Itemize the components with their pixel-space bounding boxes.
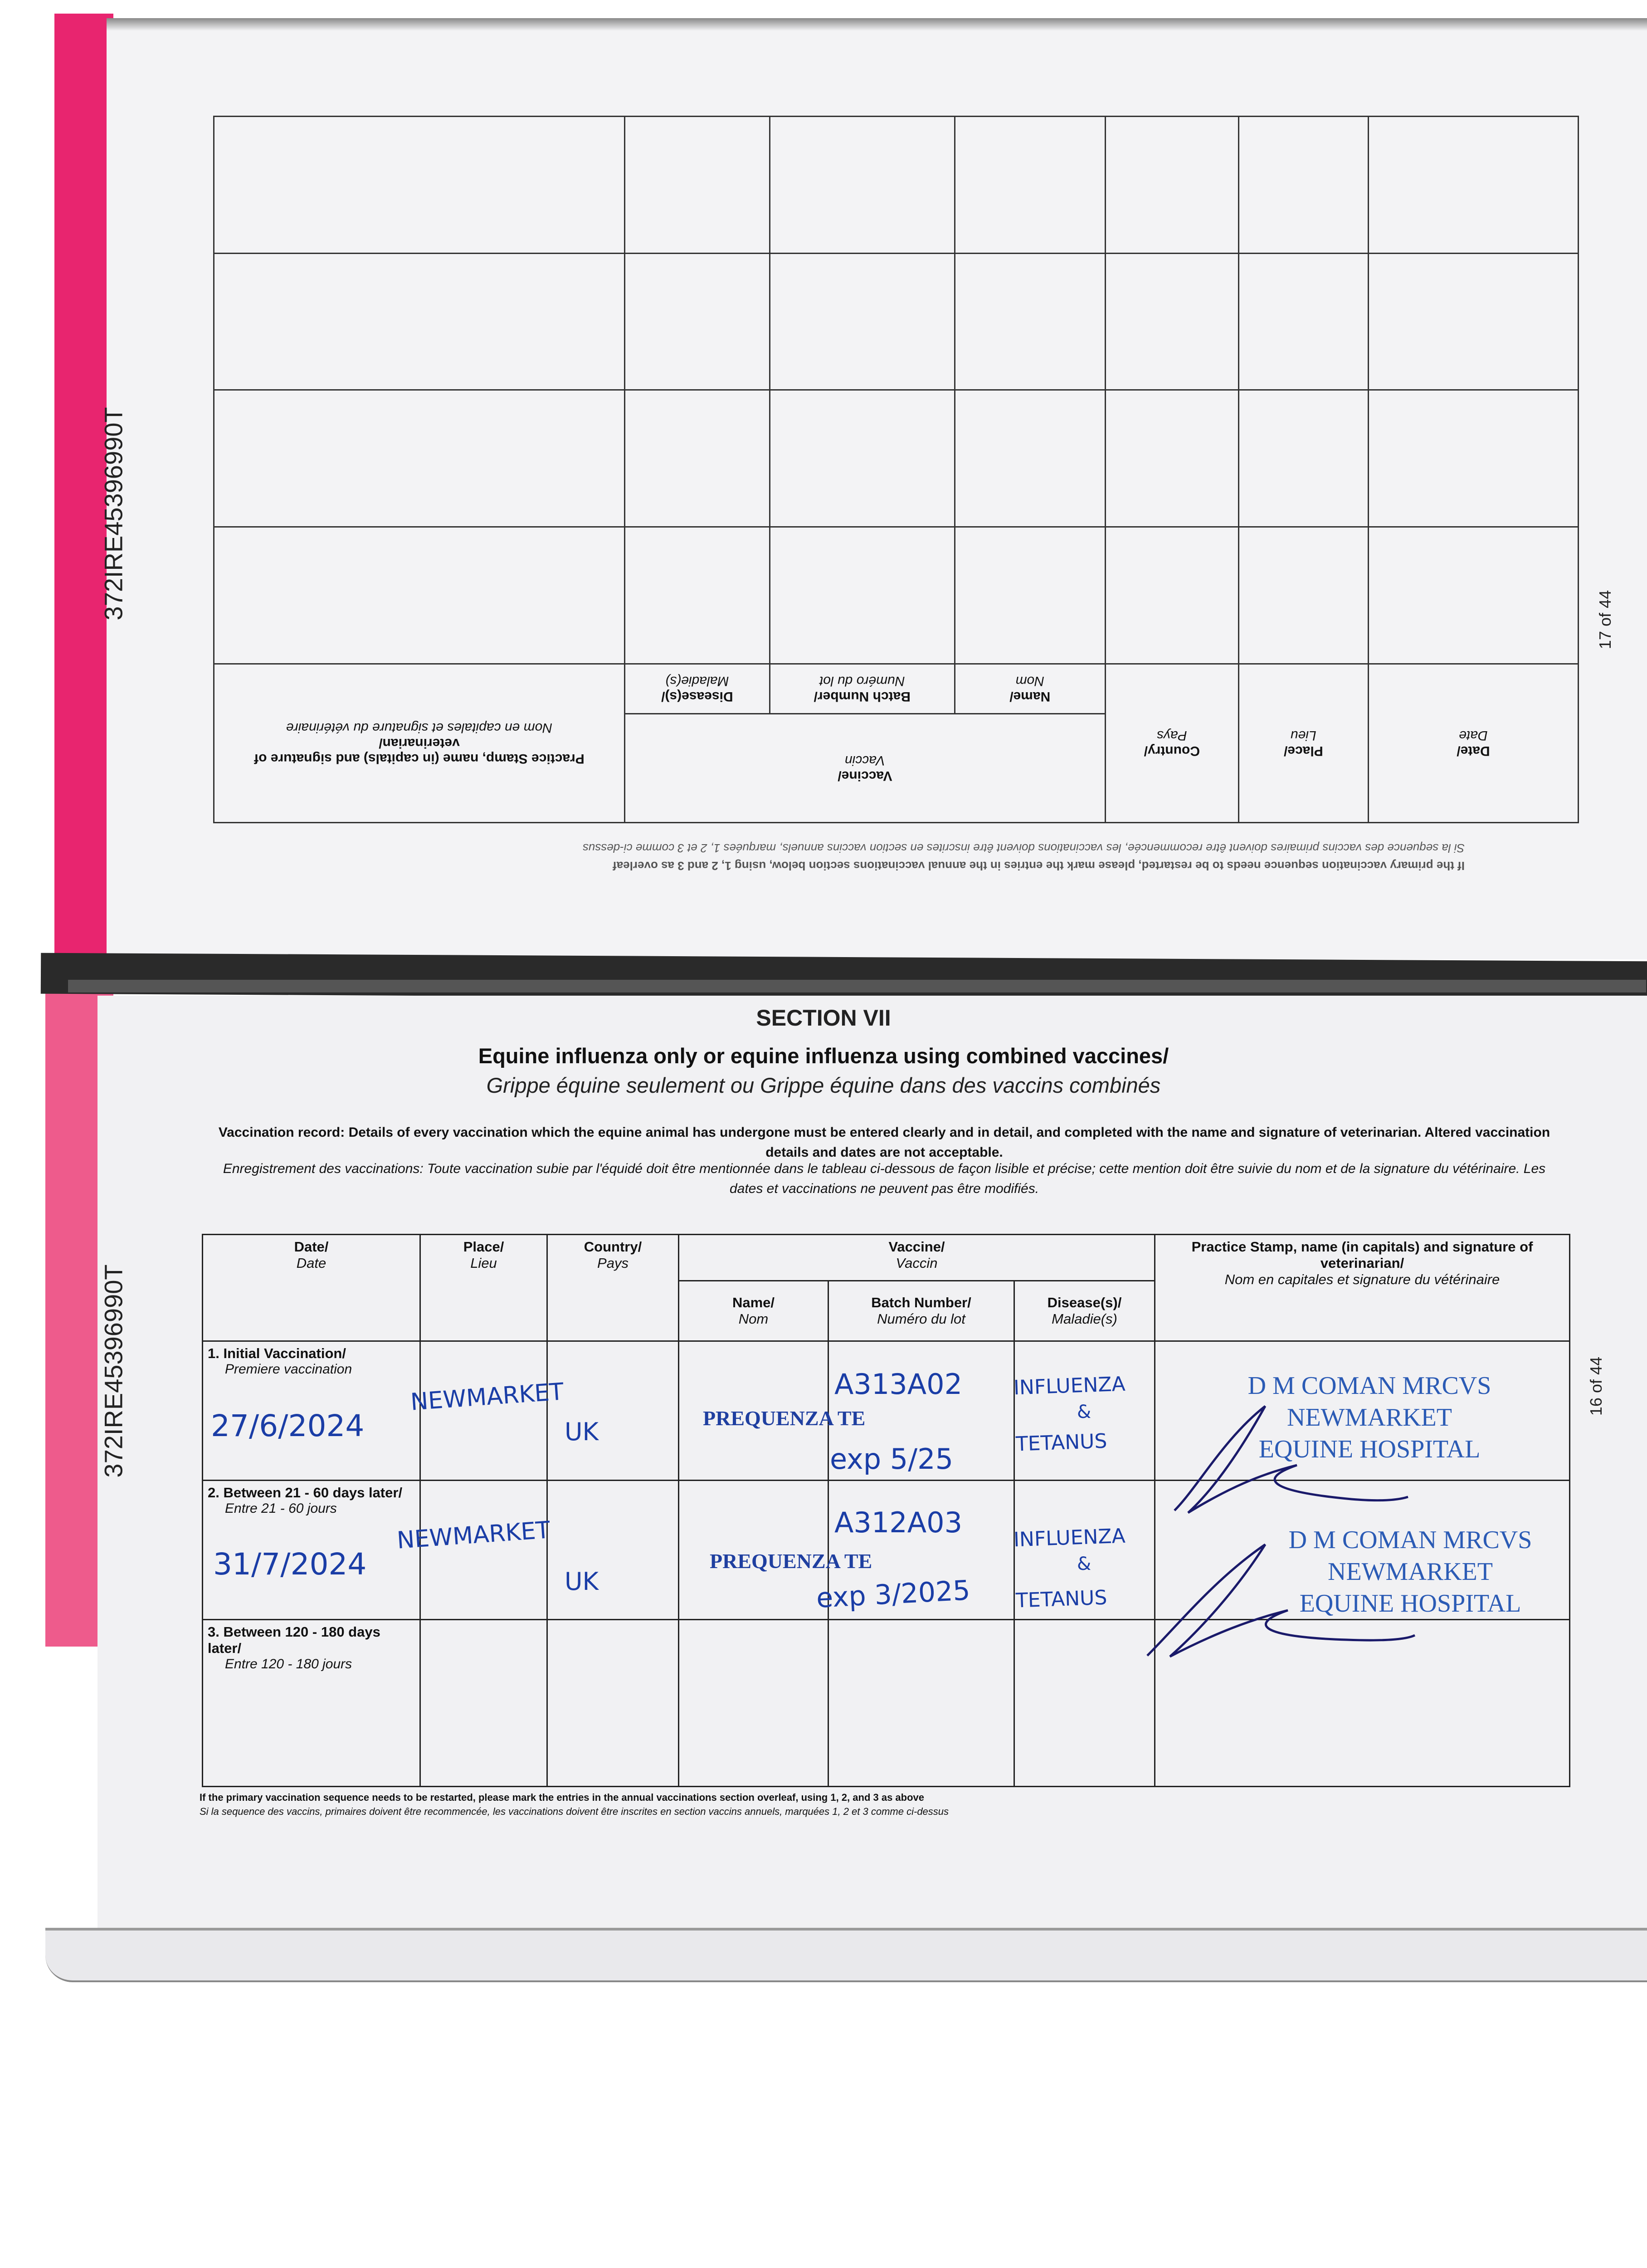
row-1-disease-1: INFLUENZA <box>1013 1372 1126 1400</box>
row-2-disease-1: INFLUENZA <box>1013 1524 1126 1552</box>
stamp-line: EQUINE HOSPITAL <box>1299 1589 1521 1618</box>
row-1-label: 1. Initial Vaccination/ Premiere vaccination <box>203 1341 420 1481</box>
footnote <box>200 1791 1560 1819</box>
upside-down-vaccination-table <box>213 116 1579 823</box>
row-2-disease-2: TETANUS <box>1015 1586 1108 1613</box>
row-1-batch: A313A02 <box>834 1368 963 1401</box>
row-2-country: UK <box>565 1567 599 1596</box>
page-number-bottom: 16 of 44 <box>1587 1356 1605 1416</box>
section-title: SECTION VII <box>756 1005 891 1031</box>
col-disease-header: Disease(s)/ Maladie(s) <box>1014 1281 1155 1341</box>
col-name-header: Name/ Nom <box>679 1281 828 1341</box>
passport-cover-bottom <box>45 1928 1647 1982</box>
section-subtitle-fr: Grippe équine seulement ou Grippe équine dans des vaccins combinés <box>486 1073 1161 1097</box>
page-gutter <box>41 953 1647 1002</box>
hdr-stamp: Practice Stamp, name (in capitals) and signature of veterinarian/ Nom en capitales et signature du vétérinaire <box>214 664 625 823</box>
upside-down-note-fr: Si la sequence des vaccins primaires doivent être recommencée, les vaccinations doivent être inscrites en section vaccins annuels, marquées 1, 2 et 3 comme ci-dessus <box>582 841 1465 855</box>
stamp-line: NEWMARKET <box>1328 1558 1493 1586</box>
row-1-disease-2: TETANUS <box>1015 1429 1108 1456</box>
row-2-label: 2. Between 21 - 60 days later/ Entre 21 - 60 jours <box>203 1481 420 1620</box>
footnote-fr: Si la sequence des vaccins, primaires doivent être recommencée, les vaccinations doivent être inscrites en section vaccins annuels, marquées 1, 2 et 3 comme ci-dessus <box>200 1805 949 1817</box>
stamp-line: NEWMARKET <box>1287 1403 1452 1432</box>
page-number-top: 17 of 44 <box>1596 590 1614 650</box>
passport-id-bottom: 372IRE45396990T <box>99 1264 128 1478</box>
section-subtitle-en: Equine influenza only or equine influenza using combined vaccines/ <box>478 1044 1169 1068</box>
hdr-batch: Batch Number/ Numéro du lot <box>770 664 955 714</box>
hdr-country: Country/ Pays <box>1105 664 1238 823</box>
hdr-disease: Disease(s)/ Maladie(s) <box>624 664 770 714</box>
row-1-vaccine-name: PREQUENZA TE <box>703 1407 866 1430</box>
row-1-signature <box>1161 1397 1415 1520</box>
upside-down-note <box>354 839 1465 875</box>
table-row <box>214 253 1579 390</box>
hdr-place: Place/ Lieu <box>1238 664 1368 823</box>
col-batch-header: Batch Number/ Numéro du lot <box>828 1281 1014 1341</box>
col-vaccine-header: Vaccine/ Vaccin <box>679 1235 1155 1281</box>
passport-id-top: 372IRE45396990T <box>99 407 128 621</box>
hdr-name: Name/ Nom <box>955 664 1105 714</box>
row-2-vaccine-name: PREQUENZA TE <box>710 1549 872 1573</box>
table-row <box>214 117 1579 254</box>
stamp-line: D M COMAN MRCVS <box>1288 1526 1532 1554</box>
col-stamp-header: Practice Stamp, name (in capitals) and signature of veterinarian/ Nom en capitales et signature du vétérinaire <box>1155 1235 1570 1341</box>
hdr-date: Date/ Date <box>1368 664 1578 823</box>
table-row <box>214 527 1579 664</box>
page-gutter-shadow <box>68 980 1646 992</box>
row-2-expiry: exp 3/2025 <box>815 1574 971 1614</box>
col-country-header: Country/ Pays <box>547 1235 679 1341</box>
record-instructions-en: Vaccination record: Details of every vaccination which the equine animal has undergone must be entered clearly and in detail, and completed with the name and signature of veterinarian. Altered vaccination details and dates are not acceptable. <box>218 1125 1550 1160</box>
row-2-disease-join: & <box>1077 1554 1092 1574</box>
row-3-label: 3. Between 120 - 180 days later/ Entre 120 - 180 jours <box>203 1619 420 1786</box>
record-instructions-fr: Enregistrement des vaccinations: Toute vaccination subie par l'équidé doit être mentionnée dans le tableau ci-dessous de façon lisible et précise; cette mention doit être suivie du nom et de la signature du vétérinaire. Les dates et vaccinations ne peuvent pas être modifiés. <box>223 1161 1546 1196</box>
stamp-line: D M COMAN MRCVS <box>1247 1372 1491 1400</box>
row-1-disease-join: & <box>1077 1402 1092 1422</box>
row-1-expiry: exp 5/25 <box>830 1442 954 1476</box>
row-2-place: NEWMARKET <box>396 1516 551 1554</box>
row-1-place: NEWMARKET <box>409 1378 565 1416</box>
row-2-batch: A312A03 <box>834 1506 963 1539</box>
hdr-vaccine: Vaccine/ Vaccin <box>624 714 1105 823</box>
upside-down-note-en: If the primary vaccination sequence needs to be restarted, please mark the entries in the annual vaccinations section below, using 1, 2 and 3 as overleaf <box>613 859 1465 873</box>
stamp-line: EQUINE HOSPITAL <box>1258 1435 1481 1463</box>
row-1-date: 27/6/2024 <box>211 1408 365 1443</box>
row-2-signature <box>1138 1538 1419 1665</box>
row-2-date: 31/7/2024 <box>213 1547 367 1582</box>
row-1-country: UK <box>565 1418 599 1446</box>
col-place-header: Place/ Lieu <box>420 1235 547 1341</box>
footnote-en: If the primary vaccination sequence needs to be restarted, please mark the entries in the annual vaccinations section overleaf, using 1, 2, and 3 as above <box>200 1792 925 1803</box>
table-row <box>214 390 1579 527</box>
col-date-header: Date/ Date <box>203 1235 420 1341</box>
